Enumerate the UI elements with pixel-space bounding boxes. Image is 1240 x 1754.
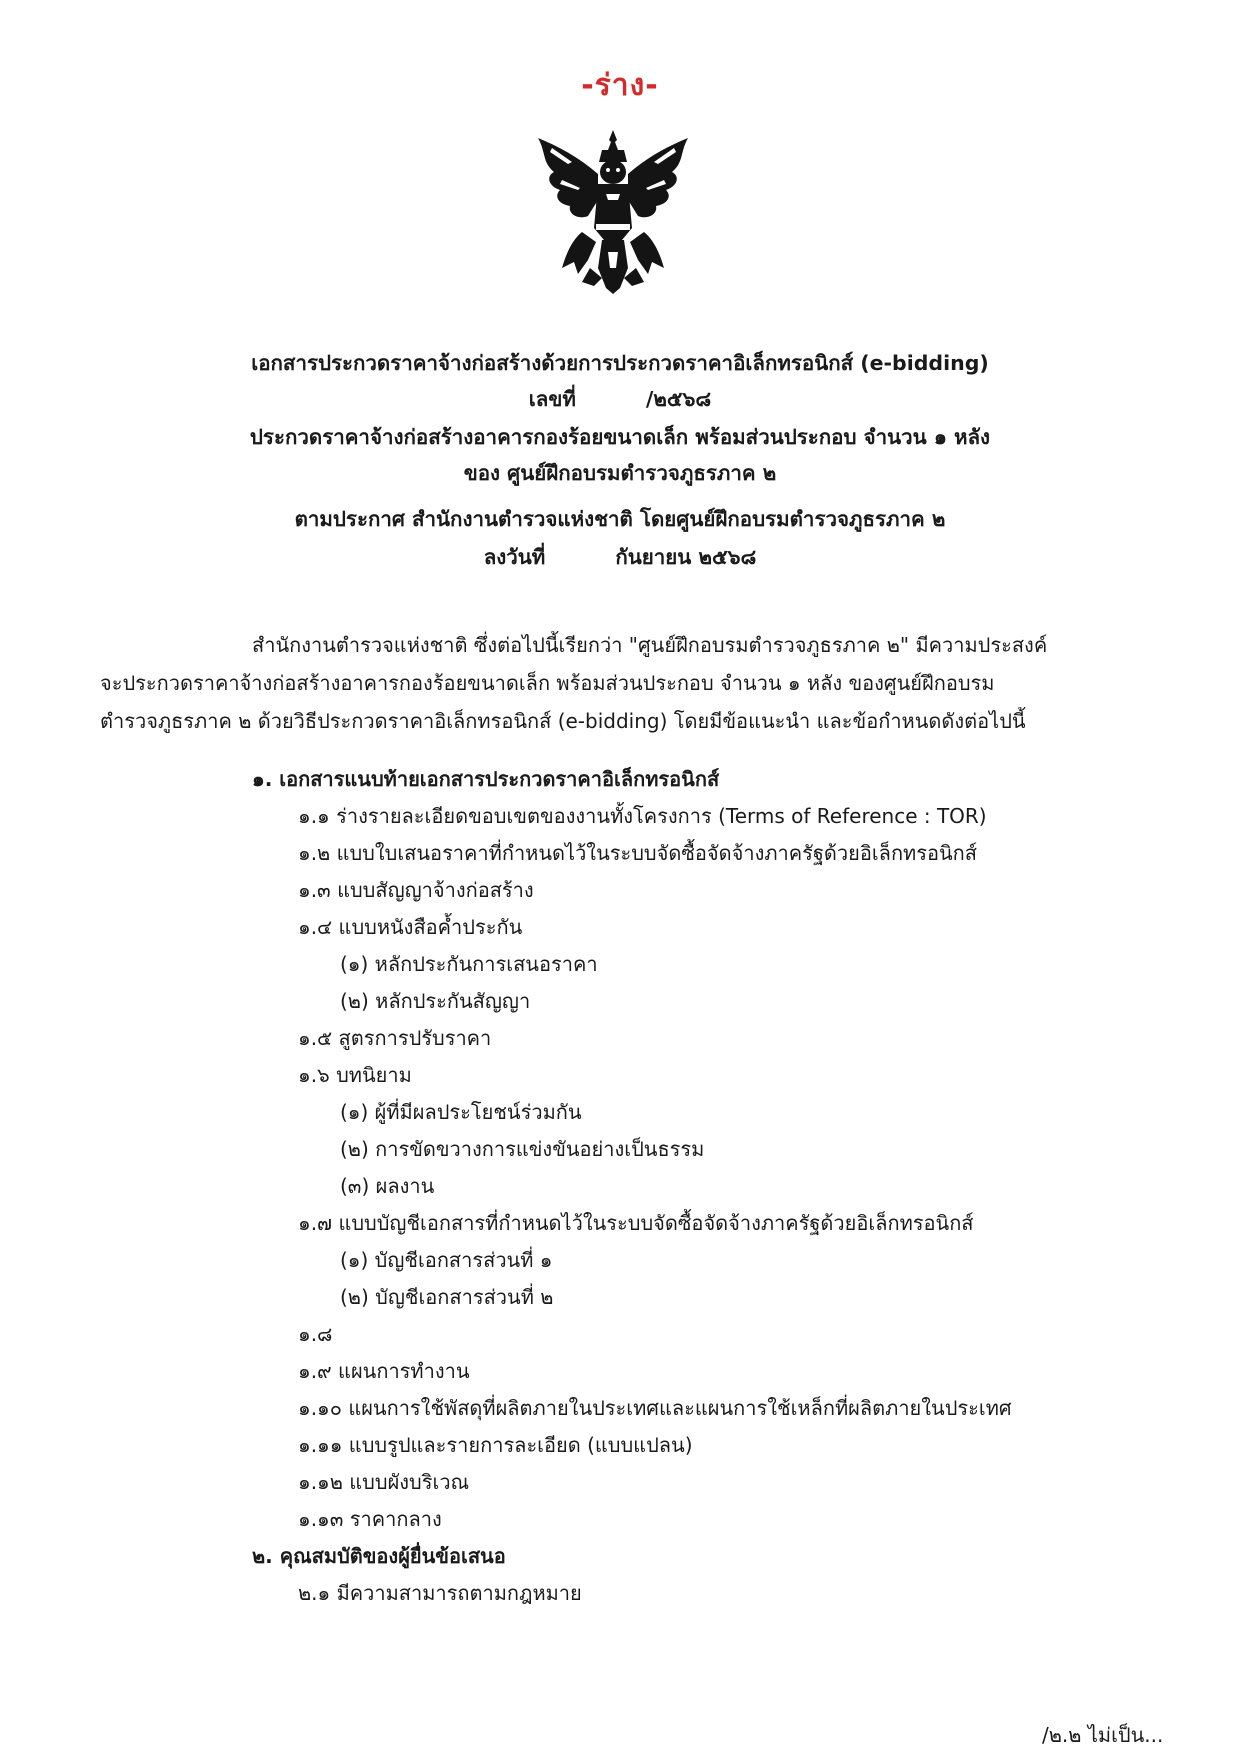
announcement-date — [0, 542, 1240, 572]
section-2-title: ๒. คุณสมบัติของผู้ยื่นข้อเสนอ — [252, 1544, 506, 1568]
number-prefix: เลขที่ — [528, 387, 576, 411]
date-suffix: กันยายน ๒๕๖๘ — [615, 545, 757, 569]
list-item-1-6-2: (๒) การขัดขวางการแข่งขันอย่างเป็นธรรม — [340, 1137, 705, 1161]
list-item-1-2: ๑.๒ แบบใบเสนอราคาที่กำหนดไว้ในระบบจัดซื้อจัดจ้างภาครัฐด้วยอิเล็กทรอนิกส์ — [298, 841, 977, 865]
intro-line-1: สำนักงานตำรวจแห่งชาติ ซึ่งต่อไปนี้เรียกว่า "ศูนย์ฝึกอบรมตำรวจภูธรภาค ๒" มีความประสงค์ — [252, 633, 1048, 657]
announcement-reference: ตามประกาศ สำนักงานตำรวจแห่งชาติ โดยศูนย์ฝึกอบรมตำรวจภูธรภาค ๒ — [294, 507, 946, 531]
list-item-1-12: ๑.๑๒ แบบผังบริเวณ — [298, 1470, 470, 1494]
list-item-1-5: ๑.๕ สูตรการปรับราคา — [298, 1026, 492, 1050]
list-item-1-4-1: (๑) หลักประกันการเสนอราคา — [340, 952, 598, 976]
number-suffix: /๒๕๖๘ — [645, 387, 712, 411]
list-item-1-13: ๑.๑๓ ราคากลาง — [298, 1507, 442, 1531]
project-owner: ของ ศูนย์ฝึกอบรมตำรวจภูธรภาค ๒ — [463, 461, 777, 485]
list-item-1-6-1: (๑) ผู้ที่มีผลประโยชน์ร่วมกัน — [340, 1100, 582, 1124]
page-continuation: /๒.๒ ไม่เป็น... — [1042, 1723, 1164, 1747]
list-item-1-9: ๑.๙ แผนการทำงาน — [298, 1359, 470, 1383]
list-item-1-6-3: (๓) ผลงาน — [340, 1174, 435, 1198]
list-item-1-10: ๑.๑๐ แผนการใช้พัสดุที่ผลิตภายในประเทศและแผนการใช้เหล็กที่ผลิตภายในประเทศ — [298, 1396, 1012, 1420]
date-prefix: ลงวันที่ — [483, 545, 546, 569]
list-item-1-1: ๑.๑ ร่างรายละเอียดขอบเขตของงานทั้งโครงการ (Terms of Reference : TOR) — [298, 804, 987, 828]
list-item-1-7: ๑.๗ แบบบัญชีเอกสารที่กำหนดไว้ในระบบจัดซื้อจัดจ้างภาครัฐด้วยอิเล็กทรอนิกส์ — [298, 1211, 974, 1235]
list-item-1-4-2: (๒) หลักประกันสัญญา — [340, 989, 531, 1013]
list-item-1-7-2: (๒) บัญชีเอกสารส่วนที่ ๒ — [340, 1285, 554, 1309]
section-1-title: ๑. เอกสารแนบท้ายเอกสารประกวดราคาอิเล็กทรอนิกส์ — [252, 767, 720, 791]
garuda-emblem — [532, 128, 694, 294]
list-item-2-1: ๒.๑ มีความสามารถตามกฎหมาย — [298, 1581, 582, 1605]
list-item-1-8: ๑.๘ — [298, 1322, 333, 1346]
list-item-1-6: ๑.๖ บทนิยาม — [298, 1063, 412, 1087]
intro-line-3: ตำรวจภูธรภาค ๒ ด้วยวิธีประกวดราคาอิเล็กทรอนิกส์ (e-bidding) โดยมีข้อแนะนำ และข้อกำหนดดังต่อไปนี้ — [100, 709, 1026, 733]
draft-label: -ร่าง- — [581, 68, 659, 103]
list-item-1-4: ๑.๔ แบบหนังสือค้ำประกัน — [298, 915, 523, 939]
document-title: เอกสารประกวดราคาจ้างก่อสร้างด้วยการประกวดราคาอิเล็กทรอนิกส์ (e-bidding) — [251, 351, 989, 375]
project-title: ประกวดราคาจ้างก่อสร้างอาคารกองร้อยขนาดเล็ก พร้อมส่วนประกอบ จำนวน ๑ หลัง — [249, 425, 991, 449]
document-number — [0, 384, 1240, 414]
list-item-1-3: ๑.๓ แบบสัญญาจ้างก่อสร้าง — [298, 878, 534, 902]
list-item-1-7-1: (๑) บัญชีเอกสารส่วนที่ ๑ — [340, 1248, 553, 1272]
intro-line-2: จะประกวดราคาจ้างก่อสร้างอาคารกองร้อยขนาดเล็ก พร้อมส่วนประกอบ จำนวน ๑ หลัง ของศูนย์ฝึกอบรม — [100, 671, 995, 695]
list-item-1-11: ๑.๑๑ แบบรูปและรายการละเอียด (แบบแปลน) — [298, 1433, 693, 1457]
